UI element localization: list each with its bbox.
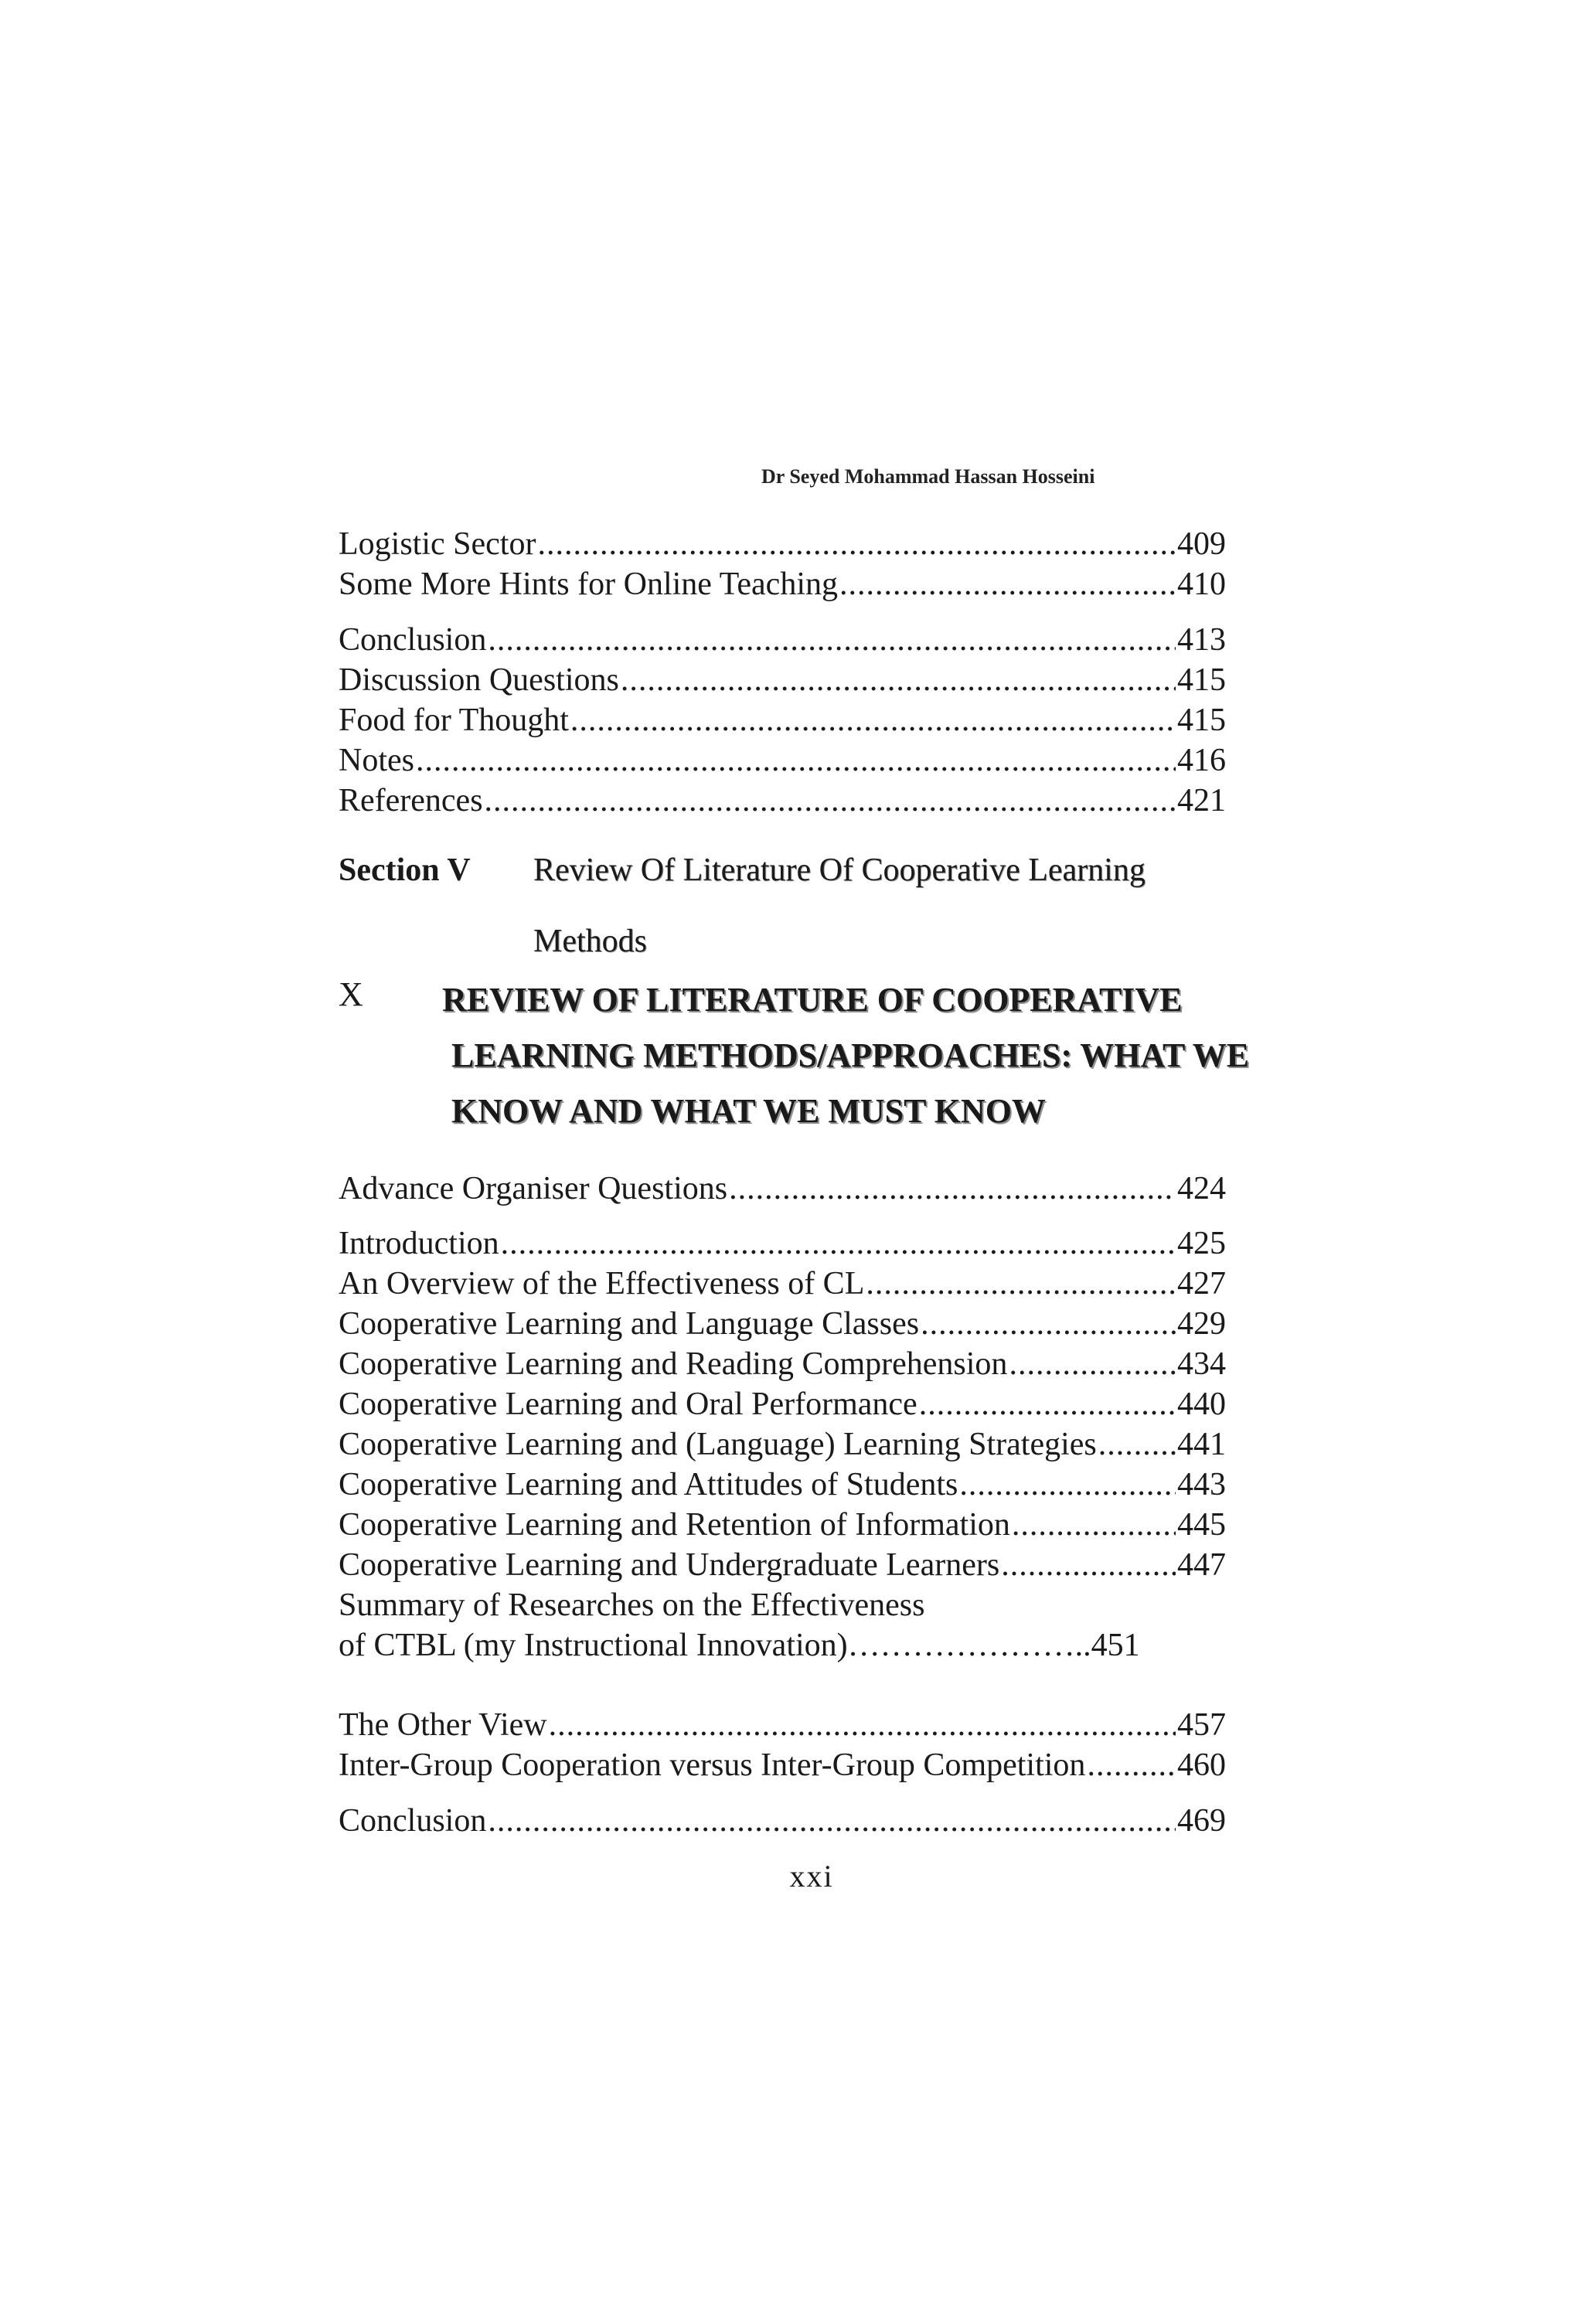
chapter-title [0, 972, 1249, 1139]
toc-entry-title: Inter-Group Cooperation versus Inter-Group Competition [339, 1747, 1086, 1783]
toc-group-2 [339, 620, 1226, 821]
section-label: Section V [339, 852, 471, 888]
chapter-title-line: LEARNING METHODS/APPROACHES: WHAT WE [451, 1036, 1250, 1074]
toc-leader-dots [537, 524, 1176, 564]
toc-entry-title: The Other View [339, 1707, 547, 1743]
toc-entry [339, 1223, 1226, 1264]
toc-entry [339, 620, 1226, 660]
toc-entry-page: 425 [1177, 1226, 1226, 1261]
toc-entry-title: Advance Organiser Questions [339, 1171, 728, 1206]
toc-entry-page: 469 [1177, 1803, 1226, 1839]
toc-entry-page: 441 [1177, 1427, 1226, 1462]
toc-leader-dots [570, 700, 1176, 740]
section-title: Review Of Literature Of Cooperative Learning [533, 852, 1146, 888]
toc-entry [339, 1169, 1226, 1209]
toc-entry-page: 421 [1177, 783, 1226, 818]
page-number: xxi [789, 1859, 834, 1894]
toc-leader-dots [416, 740, 1176, 781]
toc-entry-page: 416 [1177, 743, 1226, 778]
toc-entry [339, 1745, 1226, 1785]
toc-leader-dots [549, 1705, 1176, 1745]
toc-entry [339, 1264, 1226, 1304]
toc-entry-title: Cooperative Learning and Reading Comprehension [339, 1346, 1008, 1382]
section-title-continued: Methods [533, 924, 647, 959]
toc-entry-title: Cooperative Learning and Oral Performance [339, 1387, 917, 1422]
toc-entry-page: 443 [1177, 1467, 1226, 1502]
toc-leader-dots [1012, 1505, 1176, 1545]
toc-leader-dots [1001, 1545, 1176, 1585]
toc-leader-dots [1087, 1745, 1176, 1785]
toc-entry-page: 429 [1177, 1306, 1226, 1342]
toc-entry-page: 415 [1177, 703, 1226, 738]
chapter-number: X [339, 975, 363, 1013]
toc-entry-page: 410 [1177, 567, 1226, 602]
toc-entry-page: 409 [1177, 526, 1226, 562]
toc-leader-dots [1009, 1344, 1176, 1384]
toc-entry-multiline [339, 1585, 1226, 1666]
toc-group-4 [339, 1223, 1226, 1666]
toc-leader-dots [729, 1169, 1176, 1209]
toc-entry-page: 424 [1177, 1171, 1226, 1206]
toc-leader-dots [621, 660, 1176, 700]
toc-entry-page: 415 [1177, 662, 1226, 698]
toc-entry-title: Food for Thought [339, 703, 569, 738]
toc-entry [339, 700, 1226, 740]
toc-entry-title-line: Summary of Researches on the Effectiveness [339, 1587, 925, 1623]
toc-entry-title: Conclusion [339, 622, 487, 658]
toc-entry-title: An Overview of the Effectiveness of CL [339, 1266, 865, 1302]
toc-entry [339, 1801, 1226, 1841]
toc-entry-title: Cooperative Learning and Attitudes of Students [339, 1467, 958, 1502]
toc-entry [339, 1545, 1226, 1585]
toc-entry-title: Cooperative Learning and Retention of Information [339, 1507, 1010, 1543]
toc-entry-title: Discussion Questions [339, 662, 619, 698]
toc-entry [339, 564, 1226, 604]
toc-leader-dots [839, 564, 1176, 604]
toc-group-6 [339, 1801, 1226, 1841]
toc-entry-title: Notes [339, 743, 414, 778]
toc-leader-dots [488, 620, 1176, 660]
toc-leader-dots [866, 1264, 1176, 1304]
toc-entry [339, 1344, 1226, 1384]
toc-entry [339, 1465, 1226, 1505]
toc-leader-dots [1098, 1424, 1176, 1465]
toc-group-1 [339, 524, 1226, 604]
toc-leader-dots [921, 1304, 1176, 1344]
toc-entry-title: Conclusion [339, 1803, 487, 1839]
toc-entry [339, 1384, 1226, 1424]
toc-entry-title-line: of CTBL (my Instructional Innovation)…………………..451 [339, 1628, 1140, 1663]
toc-entry-title: Cooperative Learning and Undergraduate Learners [339, 1547, 1000, 1583]
toc-entry-page: 445 [1177, 1507, 1226, 1543]
toc-entry [339, 740, 1226, 781]
toc-leader-dots [501, 1223, 1176, 1264]
toc-entry-title: Cooperative Learning and (Language) Learning Strategies [339, 1427, 1097, 1462]
toc-entry-page: 413 [1177, 622, 1226, 658]
toc-leader-dots [959, 1465, 1176, 1505]
chapter-title-line: KNOW AND WHAT WE MUST KNOW [451, 1092, 1046, 1130]
toc-entry-page: 447 [1177, 1547, 1226, 1583]
toc-group-3 [339, 1169, 1226, 1209]
toc-entry-page: 434 [1177, 1346, 1226, 1382]
toc-entry-page: 460 [1177, 1747, 1226, 1783]
toc-entry-title: Introduction [339, 1226, 499, 1261]
toc-entry [339, 1424, 1226, 1465]
toc-entry-title: Logistic Sector [339, 526, 536, 562]
toc-entry [339, 1505, 1226, 1545]
section-heading [339, 849, 1146, 892]
toc-entry-title: Cooperative Learning and Language Classes [339, 1306, 920, 1342]
toc-leader-dots [485, 781, 1176, 821]
toc-entry-page: 440 [1177, 1387, 1226, 1422]
toc-entry [339, 1705, 1226, 1745]
toc-entry-title: Some More Hints for Online Teaching [339, 567, 838, 602]
chapter-title-line: REVIEW OF LITERATURE OF COOPERATIVE [442, 981, 1183, 1019]
toc-leader-dots [488, 1801, 1176, 1841]
toc-entry [339, 660, 1226, 700]
running-head: Dr Seyed Mohammad Hassan Hosseini [761, 465, 1095, 488]
toc-entry [339, 781, 1226, 821]
toc-entry [339, 524, 1226, 564]
toc-entry-page: 427 [1177, 1266, 1226, 1302]
toc-entry-page: 457 [1177, 1707, 1226, 1743]
toc-group-5 [339, 1705, 1226, 1785]
toc-entry [339, 1304, 1226, 1344]
toc-leader-dots [919, 1384, 1176, 1424]
toc-entry-title: References [339, 783, 483, 818]
